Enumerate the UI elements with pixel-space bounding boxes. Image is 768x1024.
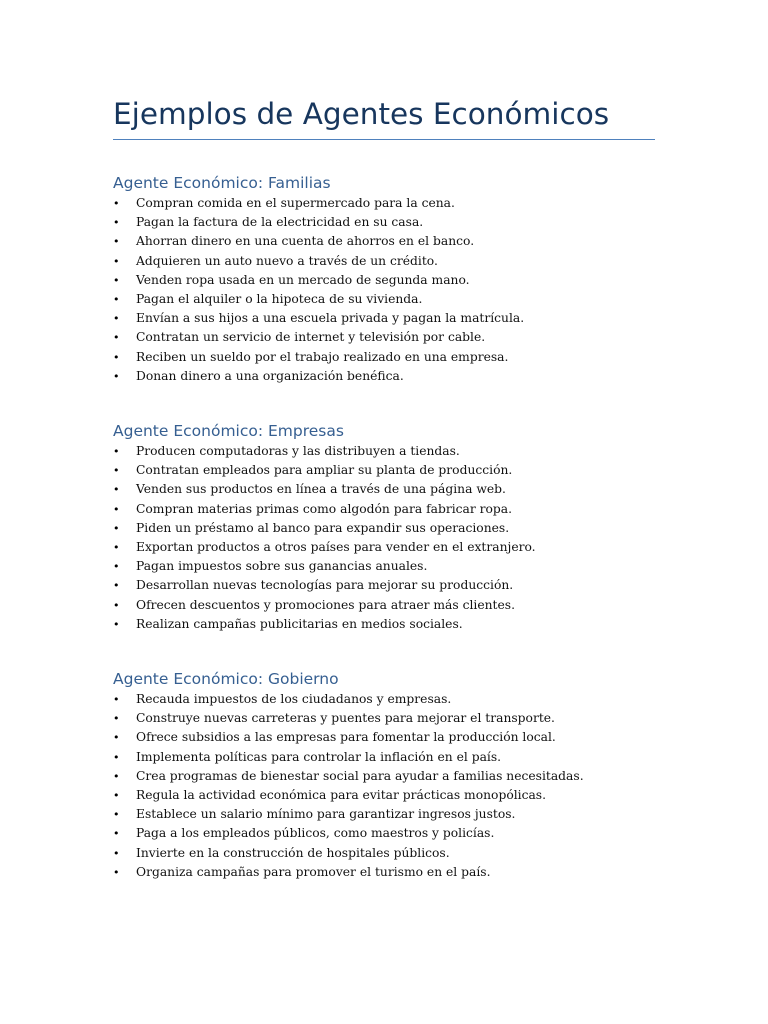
bullet-icon: • (113, 750, 120, 764)
bullet-icon: • (113, 560, 120, 574)
list-item-text: Venden sus productos en línea a través de una página web. (136, 482, 506, 497)
bullet-icon: • (113, 331, 120, 345)
list-item (113, 709, 673, 728)
bullet-icon: • (113, 827, 120, 841)
bullet-icon: • (113, 369, 120, 383)
bullet-icon: • (113, 598, 120, 612)
list-item (113, 442, 673, 461)
bullet-icon: • (113, 617, 120, 631)
bullet-icon: • (113, 502, 120, 516)
bullet-icon: • (113, 693, 120, 706)
list-item-text: Crea programas de bienestar social para ayudar a familias necesitadas. (136, 768, 584, 783)
list-item-text: Invierte en la construcción de hospitales públicos. (136, 845, 450, 860)
bullet-icon: • (113, 712, 120, 726)
bullet-icon: • (113, 464, 120, 478)
list-item (113, 863, 673, 882)
list-item (113, 367, 673, 386)
list-item (113, 194, 673, 213)
bullet-icon: • (113, 788, 120, 802)
list-item (113, 480, 673, 499)
bullet-icon: • (113, 292, 120, 306)
bullet-icon: • (113, 521, 120, 535)
bullet-icon: • (113, 846, 120, 860)
section-heading: Agente Económico: Empresas (113, 422, 344, 440)
list-item (113, 538, 673, 557)
list-item-text: Exportan productos a otros países para vender en el extranjero. (136, 539, 536, 554)
bullet-list (113, 442, 673, 634)
list-item-text: Ofrecen descuentos y promociones para atraer más clientes. (136, 597, 515, 612)
list-item-text: Contratan empleados para ampliar su planta de producción. (136, 463, 513, 478)
list-item-text: Envían a sus hijos a una escuela privada y pagan la matrícula. (136, 311, 525, 326)
list-item (113, 557, 673, 576)
list-item-text: Ofrece subsidios a las empresas para fomentar la producción local. (136, 730, 556, 745)
list-item (113, 767, 673, 786)
bullet-list (113, 690, 673, 882)
list-item-text: Regula la actividad económica para evitar prácticas monopólicas. (136, 787, 547, 802)
list-item (113, 213, 673, 232)
list-item-text: Paga a los empleados públicos, como maestros y policías. (136, 826, 495, 841)
list-item (113, 328, 673, 347)
list-item (113, 748, 673, 767)
list-item (113, 271, 673, 290)
list-item (113, 728, 673, 747)
list-item-text: Construye nuevas carreteras y puentes para mejorar el transporte. (136, 711, 555, 726)
list-item (113, 690, 673, 709)
list-item (113, 309, 673, 328)
section-gobierno (113, 668, 673, 882)
list-item-text: Compran comida en el supermercado para la cena. (136, 196, 455, 210)
list-item (113, 824, 673, 843)
list-item (113, 232, 673, 251)
section-heading: Agente Económico: Familias (113, 174, 331, 192)
list-item-text: Recauda impuestos de los ciudadanos y empresas. (136, 692, 452, 706)
list-item-text: Implementa políticas para controlar la inflación en el país. (136, 749, 502, 764)
section-heading: Agente Económico: Gobierno (113, 670, 339, 688)
bullet-icon: • (113, 865, 120, 879)
bullet-icon: • (113, 312, 120, 326)
list-item (113, 519, 673, 538)
document-title: Ejemplos de Agentes Económicos (113, 97, 610, 131)
title-underline-rule (113, 139, 655, 140)
list-item-text: Venden ropa usada en un mercado de segunda mano. (136, 272, 470, 287)
list-item (113, 290, 673, 309)
list-item-text: Pagan la factura de la electricidad en su casa. (136, 215, 424, 230)
list-item-text: Pagan impuestos sobre sus ganancias anuales. (136, 559, 428, 574)
list-item-text: Contratan un servicio de internet y televisión por cable. (136, 330, 486, 345)
list-item (113, 844, 673, 863)
bullet-icon: • (113, 235, 120, 249)
list-item-text: Piden un préstamo al banco para expandir sus operaciones. (136, 520, 510, 535)
list-item-text: Producen computadoras y las distribuyen a tiendas. (136, 444, 460, 458)
section-familias (113, 172, 673, 386)
bullet-icon: • (113, 579, 120, 593)
list-item (113, 500, 673, 519)
list-item-text: Adquieren un auto nuevo a través de un crédito. (136, 253, 438, 268)
list-item (113, 615, 673, 634)
bullet-icon: • (113, 273, 120, 287)
list-item (113, 461, 673, 480)
bullet-icon: • (113, 197, 120, 210)
bullet-icon: • (113, 254, 120, 268)
list-item (113, 348, 673, 367)
list-item (113, 576, 673, 595)
bullet-icon: • (113, 350, 120, 364)
list-item (113, 596, 673, 615)
list-item-text: Desarrollan nuevas tecnologías para mejorar su producción. (136, 578, 514, 593)
bullet-list (113, 194, 673, 386)
bullet-icon: • (113, 808, 120, 822)
list-item-text: Realizan campañas publicitarias en medios sociales. (136, 616, 463, 631)
bullet-icon: • (113, 483, 120, 497)
list-item (113, 252, 673, 271)
bullet-icon: • (113, 769, 120, 783)
list-item (113, 786, 673, 805)
bullet-icon: • (113, 216, 120, 230)
list-item-text: Compran materias primas como algodón para fabricar ropa. (136, 501, 513, 516)
list-item-text: Establece un salario mínimo para garantizar ingresos justos. (136, 807, 516, 822)
list-item-text: Pagan el alquiler o la hipoteca de su vivienda. (136, 291, 423, 306)
bullet-icon: • (113, 731, 120, 745)
bullet-icon: • (113, 540, 120, 554)
list-item-text: Reciben un sueldo por el trabajo realizado en una empresa. (136, 349, 509, 364)
section-empresas (113, 420, 673, 634)
bullet-icon: • (113, 445, 120, 458)
list-item-text: Donan dinero a una organización benéfica. (136, 368, 404, 383)
list-item-text: Ahorran dinero en una cuenta de ahorros en el banco. (136, 234, 475, 249)
list-item-text: Organiza campañas para promover el turismo en el país. (136, 864, 491, 879)
list-item (113, 805, 673, 824)
